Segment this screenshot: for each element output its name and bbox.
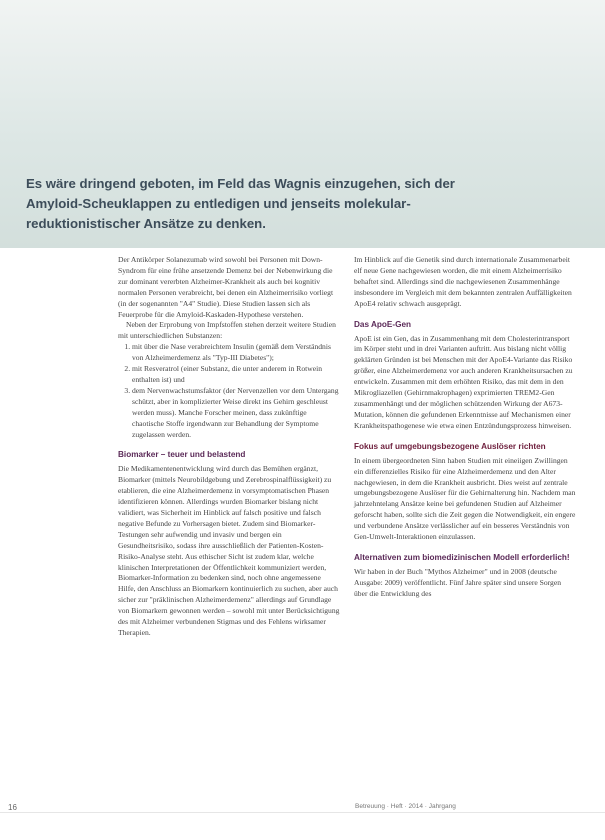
section-heading: Biomarker – teuer und belastend [118, 450, 246, 460]
paragraph: ApoE ist ein Gen, das in Zusammenhang mit dem Cholesterintransport im Körper steht und in drei Varianten auftritt. Aus bislang nicht völlig geklärten Gründen ist bei Menschen mit der ApoE4-Variante das Risiko größer, eine Alzheimerdemenz vor auch anderen Krankheitsursachen zu entwickeln. Zusammen mit dem erhöhten Risiko, das mit dem in den Mikrogliazellen (Gehirnmakrophagen) exprimierten TREM2-Gen zusammenhängt und der möglichen schützenden Wirkung der A673-Mutation, können die gefundenen Erkenntnisse auf Mechanismen einer Krankheitspathogenese wie etwa einen Entzündungsprozess hinweisen. [354, 333, 573, 430]
paragraph: Wir haben in der Buch "Mythos Alzheimer" und in 2008 (deutsche Ausgabe: 2009) veröffentlicht. Fünf Jahre später sind unsere Sorgen über die Entwicklung des [354, 566, 562, 598]
page-number: 16 [8, 803, 17, 812]
list-item: 2. mit Resveratrol (einer Substanz, die unter anderem in Rotwein enthalten ist) und [132, 364, 340, 386]
pull-quote: Es wäre dringend geboten, im Feld das Wagnis einzugehen, sich der Amyloid-Scheuklappen zu entledigen und jenseits molekular-reduktionistischer Ansätze zu denken. [26, 176, 455, 231]
paragraph: In einem übergeordneten Sinn haben Studien mit eineiigen Zwillingen ein differenzielles Risiko für eine Alzheimerdemenz und den Alter nachgewiesen, in dem die Krankheit ausbricht. Dies weist auf zentrale umgebungsbezogene Auslöser für die Gehirnalterung hin. Nachdem man jahrzehntelang Ansätze keine bei gefundenen Studien auf Alzheimer geforscht haben, sollte sich die Zeit gegen die Notwendigkeit, ein engere und verbundene Ansätze verlässlicher auf ein besseres Verständnis von Gen-Umwelt-Interaktionen einzulassen. [354, 455, 576, 542]
section-heading: Das ApoE-Gen [354, 319, 412, 329]
paragraph: Im Hinblick auf die Genetik sind durch internationale Zusammenarbeit elf neue Gene nachgewiesen worden, die mit einem Alzheimerrisiko behaftet sind. Allerdings sind die nachgewiesenen Zusammenhänge insbesondere im Vergleich mit dem bekannten zentralen Auffälligkeiten ApoE4 relativ schwach ausgeprägt. [354, 255, 572, 308]
paragraph: Neben der Erprobung von Impfstoffen stehen derzeit weitere Studien mit unterschiedlichen Substanzen: [118, 320, 336, 341]
list-item: 3. dem Nervenwachstumsfaktor (der Nervenzellen vor dem Untergang schützt, aber in komplizierter Weise direkt ins Gehirn geschleust werden muss). Manche Forscher meinen, dass zukünftige chaotische Stoffe irgendwann zur Behandlung der Symptome zugelassen werden. [132, 386, 340, 441]
paragraph: Die Medikamentenentwicklung wird durch das Bemühen ergänzt, Biomarker (mittels Neurobildgebung und Zerebrospinalflüssigkeit) zu etablieren, die eine Alzheimerdemenz in vorsymptomatischen Phasen identifizieren können. Allerdings wurden Biomarker bislang nicht validiert, was Sicherheit im Hinblick auf falsch positive und falsch negative Befunde zu Vorhersagen bietet. Zudem sind Biomarker-Testungen sehr aufwendig und invasiv und bergen ein Gesundheitsrisiko, sodass ihre ausschließlich der Patienten-Kosten-Risiko-Analyse steht. Aus ethischer Sicht ist zudem klar, welche klinischen Interpretationen der Öffentlichkeit kommuniziert werden, Biomarker-Information zu bedenken sind, noch ohne angemessene Hilfe, den Anschluss an Biomarkern kontinuierlich zu suchen, aber auch sicher zur "präklinischen Alzheimerdemenz" allerdings auf Grundlage von Biomarkern gewonnen werden – sowohl mit unter Berücksichtigung des mit Alzheimer verbundenen Stigmas und des Fehlens wirksamer Therapien. [118, 464, 340, 637]
section-heading: Fokus auf umgebungsbezogene Auslöser richten [354, 441, 546, 451]
list-item: 1. mit über die Nase verabreichtem Insulin (gemäß dem Verständnis von Alzheimerdemenz als "Typ-III Diabetes"); [132, 342, 340, 364]
publication-footer: Betreuung · Heft · 2014 · Jahrgang [355, 803, 456, 810]
section-heading: Alternativen zum biomedizinischen Modell erforderlich! [354, 552, 570, 562]
header-banner [0, 0, 605, 248]
substance-list [118, 342, 340, 440]
paragraph: Der Antikörper Solanezumab wird sowohl bei Personen mit Down-Syndrom für eine frühe ansetzende Demenz bei der Nebenwirkung die zur dominant vererbten Alzheimer-Krankheit als auch bei kognitiv normalen Personen verabreicht, bei denen ein Alzheimerrisiko vorliegt (in der sogenannten "A4" Studie). Diese Studien lassen sich als Feuerprobe für die Amyloid-Kaskaden-Hypothese verstehen. [118, 255, 334, 319]
left-column [118, 255, 340, 639]
footer-divider [0, 812, 605, 813]
right-column [354, 255, 576, 600]
